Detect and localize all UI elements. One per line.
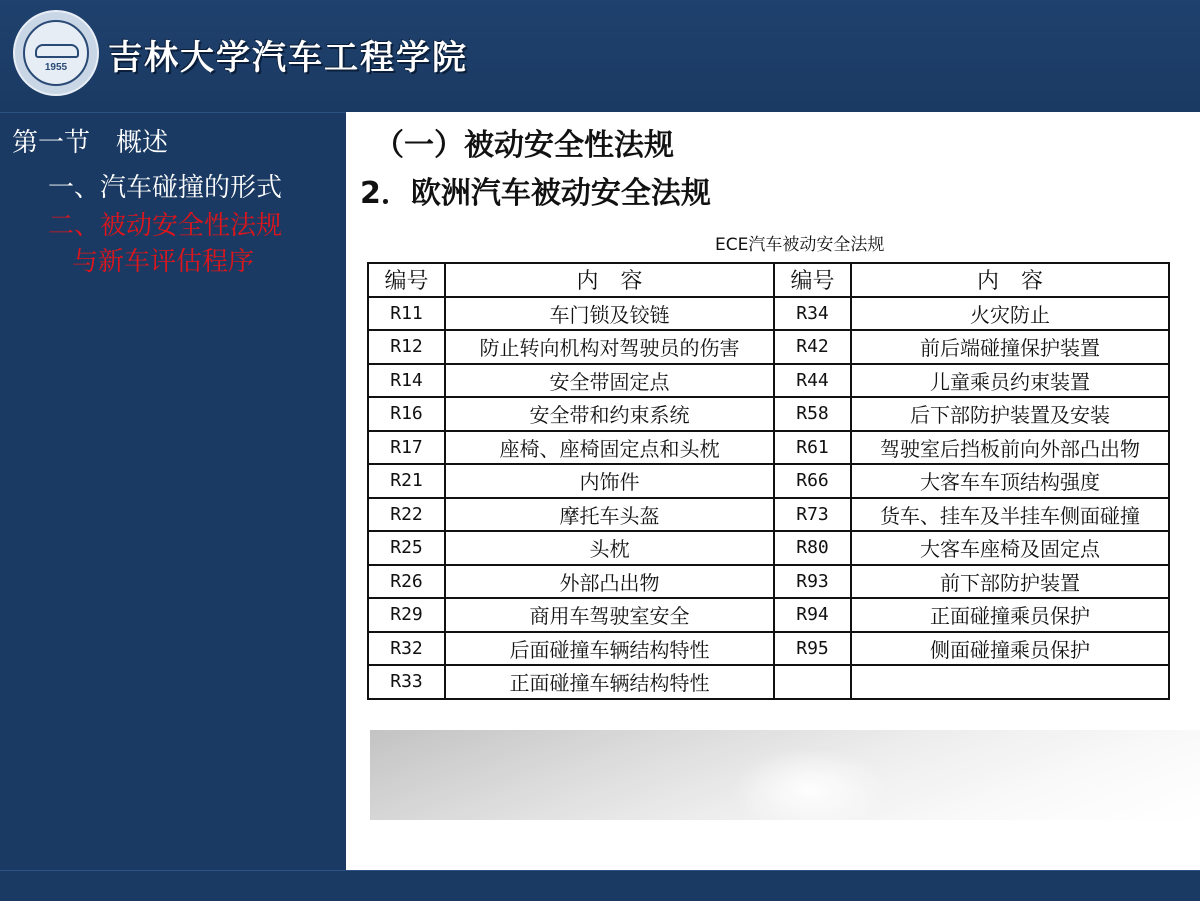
regulation-code-cell: R26: [368, 565, 445, 599]
table-body: [368, 297, 1169, 699]
nav-item-collision-forms[interactable]: 一、汽车碰撞的形式: [48, 173, 283, 203]
regulation-content-cell: 驾驶室后挡板前向外部凸出物: [851, 431, 1169, 465]
regulation-content-cell: 内饰件: [445, 464, 774, 498]
table-row: [368, 531, 1169, 565]
decorative-road-photo: [370, 730, 1200, 820]
regulation-code-cell: R44: [774, 364, 851, 398]
regulation-content-cell: 安全带固定点: [445, 364, 774, 398]
regulation-code-cell: R93: [774, 565, 851, 599]
regulation-code-cell: R94: [774, 598, 851, 632]
regulation-content-cell: 外部凸出物: [445, 565, 774, 599]
university-logo: [13, 10, 99, 96]
nav-section-title[interactable]: 第一节 概述: [12, 128, 169, 158]
footer-band: [0, 870, 1200, 901]
regulation-code-cell: R29: [368, 598, 445, 632]
regulation-code-cell: R14: [368, 364, 445, 398]
column-header: 内 容: [851, 263, 1169, 297]
regulation-content-cell: 正面碰撞车辆结构特性: [445, 665, 774, 699]
regulation-content-cell: 头枕: [445, 531, 774, 565]
table-row: [368, 431, 1169, 465]
regulation-content-cell: 火灾防止: [851, 297, 1169, 331]
regulation-content-cell: 车门锁及铰链: [445, 297, 774, 331]
regulation-code-cell: R33: [368, 665, 445, 699]
regulations-table: [367, 262, 1170, 700]
table-row: [368, 464, 1169, 498]
table-row: [368, 364, 1169, 398]
regulation-code-cell: R34: [774, 297, 851, 331]
column-header: 内 容: [445, 263, 774, 297]
table-header-row: [368, 263, 1169, 297]
logo-year: 1955: [44, 62, 68, 73]
column-header: 编号: [368, 263, 445, 297]
regulation-code-cell: R66: [774, 464, 851, 498]
regulation-content-cell: 防止转向机构对驾驶员的伤害: [445, 330, 774, 364]
regulation-code-cell: [774, 665, 851, 699]
table-row: [368, 297, 1169, 331]
regulation-content-cell: 货车、挂车及半挂车侧面碰撞: [851, 498, 1169, 532]
regulation-code-cell: R25: [368, 531, 445, 565]
regulation-content-cell: 大客车车顶结构强度: [851, 464, 1169, 498]
content-area: [346, 112, 1200, 870]
regulation-code-cell: R32: [368, 632, 445, 666]
regulation-content-cell: 侧面碰撞乘员保护: [851, 632, 1169, 666]
regulation-code-cell: R21: [368, 464, 445, 498]
car-icon: [35, 44, 79, 58]
table-row: [368, 632, 1169, 666]
regulation-code-cell: R95: [774, 632, 851, 666]
slide-heading: （一）被动安全性法规: [374, 128, 674, 163]
table-row: [368, 665, 1169, 699]
regulation-content-cell: 儿童乘员约束装置: [851, 364, 1169, 398]
regulation-code-cell: R17: [368, 431, 445, 465]
regulation-code-cell: R58: [774, 397, 851, 431]
regulation-code-cell: R73: [774, 498, 851, 532]
regulation-code-cell: R22: [368, 498, 445, 532]
table-row: [368, 565, 1169, 599]
slide-subheading: 2．欧洲汽车被动安全法规: [360, 176, 711, 211]
table-row: [368, 330, 1169, 364]
regulation-content-cell: [851, 665, 1169, 699]
regulation-code-cell: R42: [774, 330, 851, 364]
regulation-content-cell: 正面碰撞乘员保护: [851, 598, 1169, 632]
table-caption: ECE汽车被动安全法规: [715, 235, 885, 255]
logo-emblem: [23, 20, 89, 86]
regulation-code-cell: R16: [368, 397, 445, 431]
table-row: [368, 397, 1169, 431]
left-nav: [0, 112, 346, 870]
regulation-code-cell: R61: [774, 431, 851, 465]
nav-item-passive-safety-regulations[interactable]: [48, 208, 338, 280]
regulation-content-cell: 摩托车头盔: [445, 498, 774, 532]
regulation-content-cell: 后下部防护装置及安装: [851, 397, 1169, 431]
nav-item-line2: 与新车评估程序: [72, 247, 255, 277]
regulation-content-cell: 后面碰撞车辆结构特性: [445, 632, 774, 666]
header-band: [0, 0, 1200, 113]
school-name: 吉林大学汽车工程学院: [108, 38, 468, 78]
regulation-code-cell: R80: [774, 531, 851, 565]
regulation-code-cell: R12: [368, 330, 445, 364]
column-header: 编号: [774, 263, 851, 297]
regulation-content-cell: 安全带和约束系统: [445, 397, 774, 431]
regulation-code-cell: R11: [368, 297, 445, 331]
regulation-content-cell: 大客车座椅及固定点: [851, 531, 1169, 565]
regulation-content-cell: 前后端碰撞保护装置: [851, 330, 1169, 364]
regulation-content-cell: 前下部防护装置: [851, 565, 1169, 599]
regulation-content-cell: 座椅、座椅固定点和头枕: [445, 431, 774, 465]
table-row: [368, 598, 1169, 632]
nav-item-line1: 二、被动安全性法规: [48, 211, 283, 241]
regulation-content-cell: 商用车驾驶室安全: [445, 598, 774, 632]
table-row: [368, 498, 1169, 532]
